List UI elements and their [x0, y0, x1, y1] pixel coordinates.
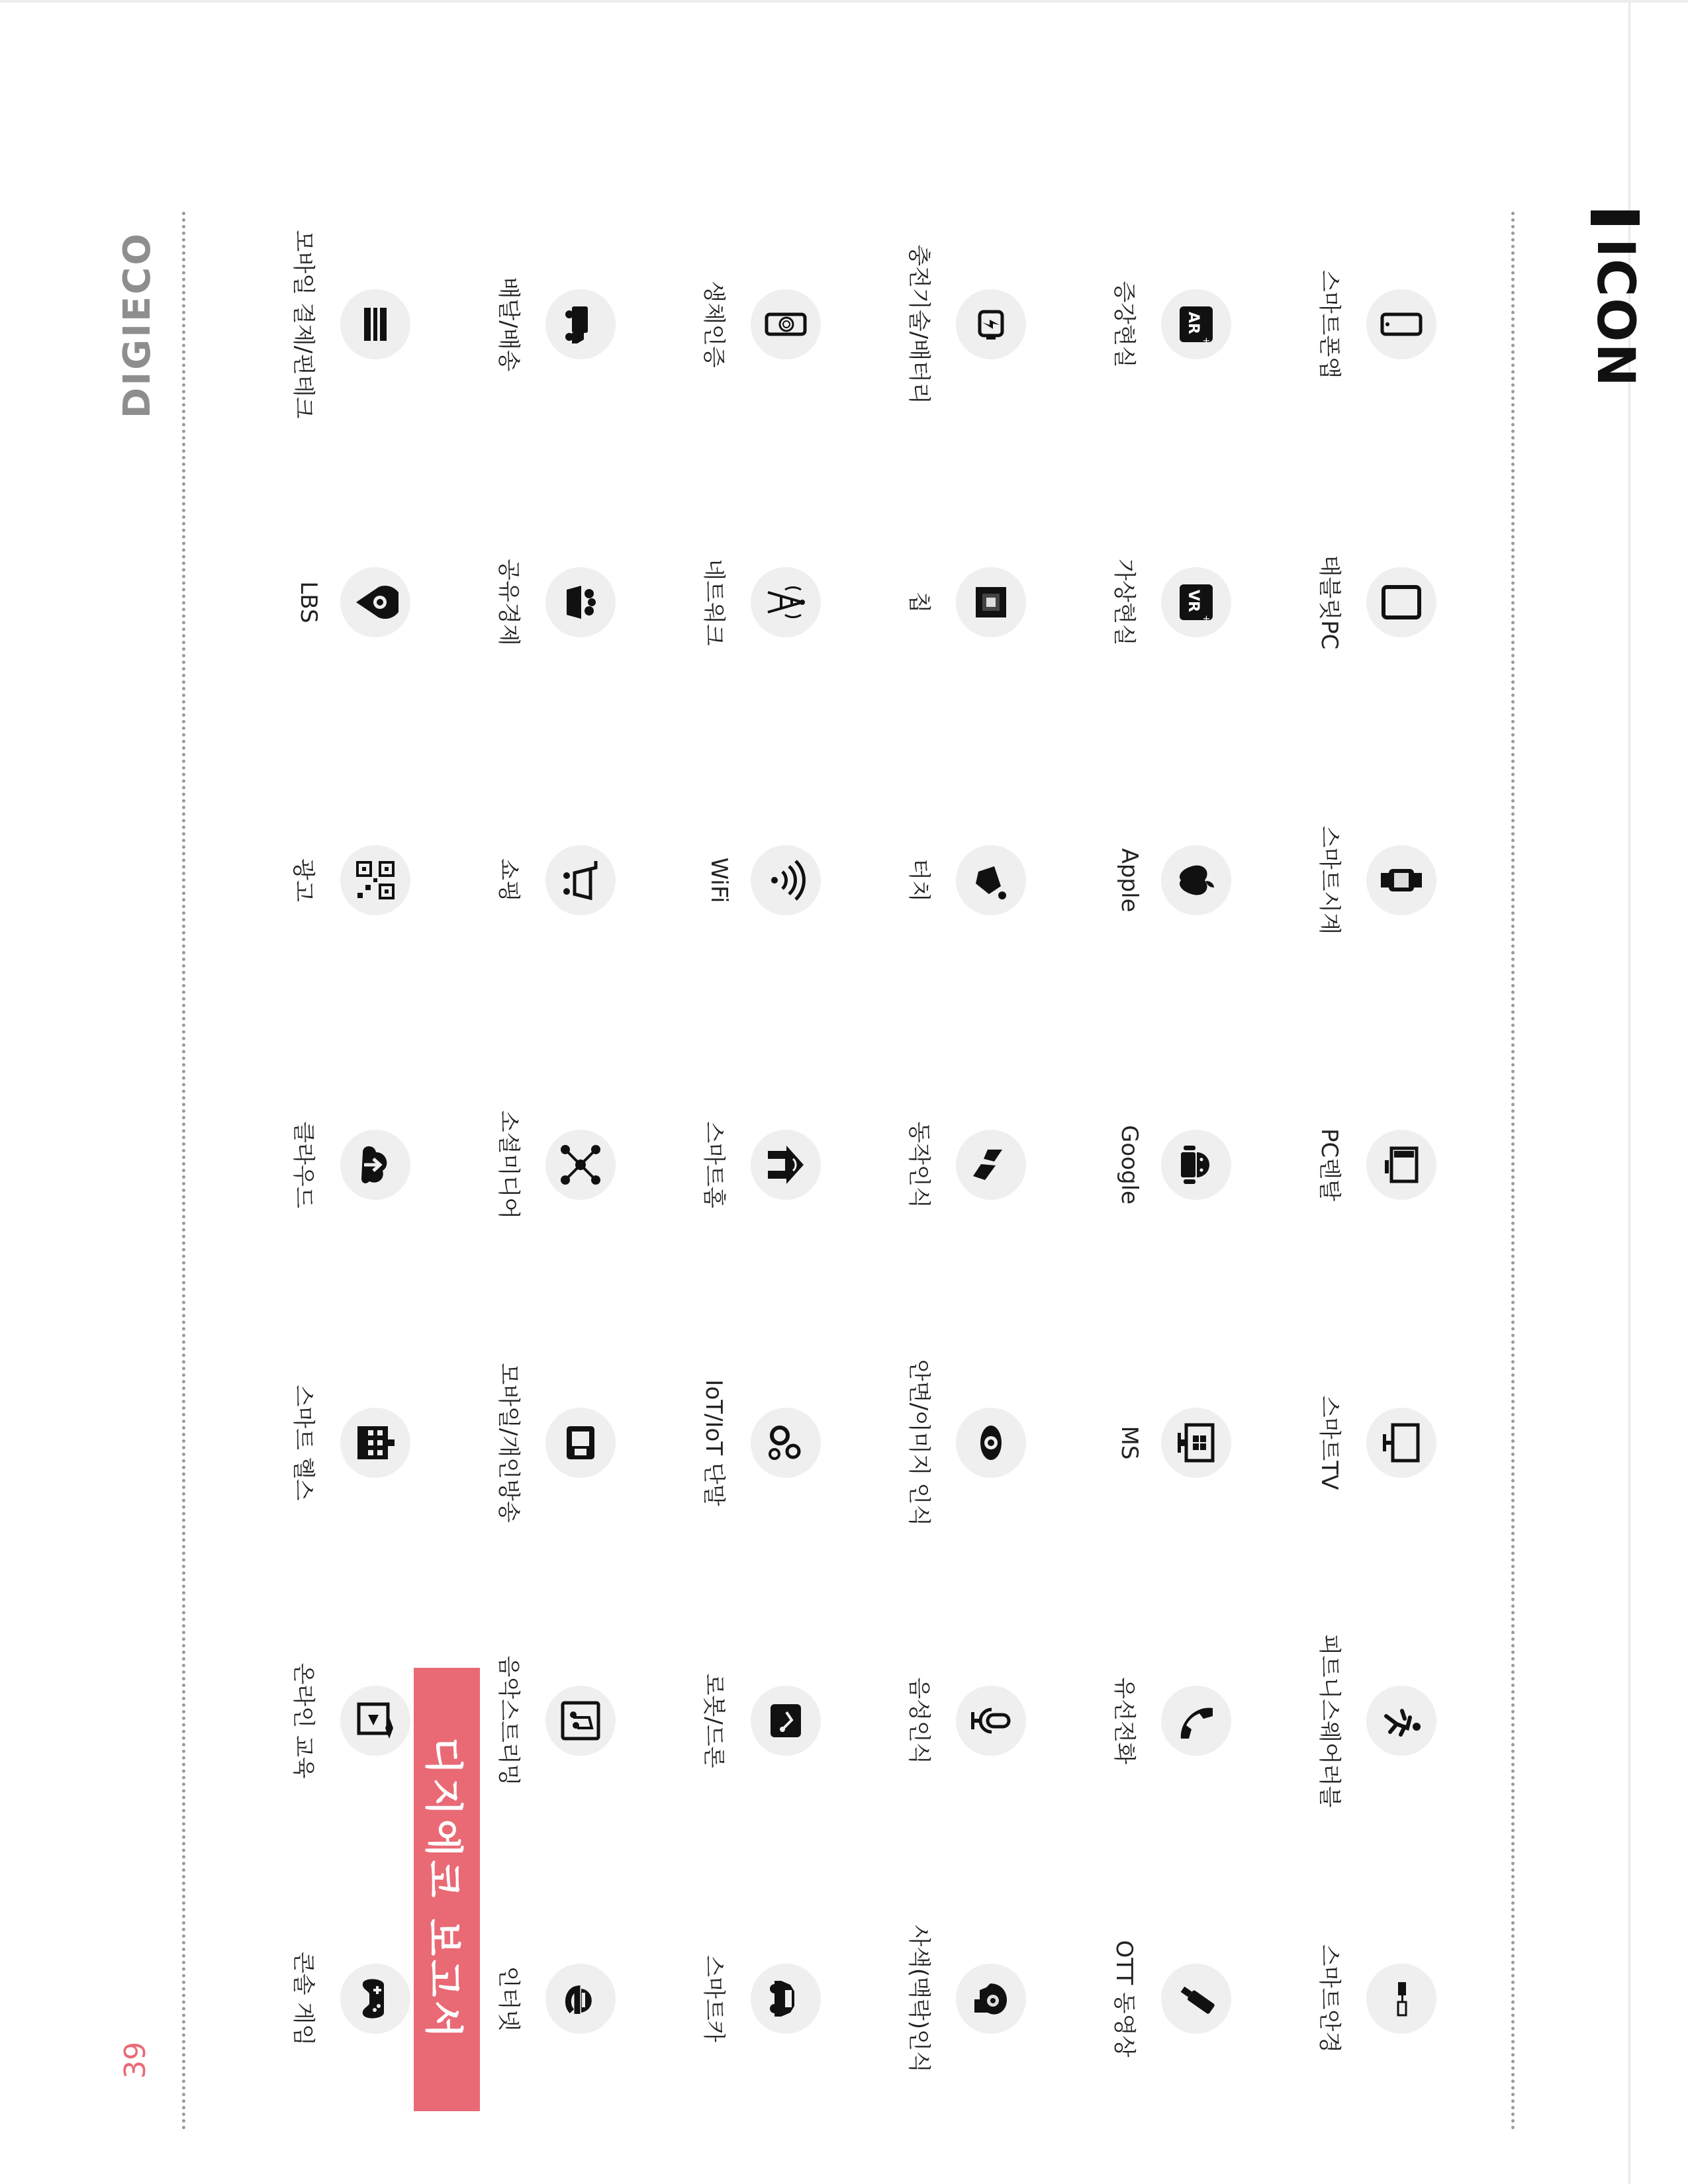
icon-item — [649, 1343, 821, 1542]
icon-circle — [1161, 845, 1231, 915]
gears-icon — [763, 1420, 809, 1466]
smartwatch-icon — [1378, 857, 1425, 903]
icon-item — [649, 1621, 821, 1820]
icon-label: 로봇/드론 — [700, 1673, 727, 1768]
icon-circle — [545, 845, 616, 915]
icon-circle — [1161, 1408, 1231, 1478]
smartphone-icon — [1378, 301, 1425, 347]
usb-stick-icon — [1173, 1976, 1219, 2022]
icon-label: PC렌탈 — [1316, 1128, 1342, 1201]
online-education-icon — [352, 1698, 399, 1744]
fingerprint-phone-icon — [763, 301, 809, 347]
svg-text:VR: VR — [1185, 590, 1201, 612]
icon-label: 태블릿PC — [1316, 555, 1342, 650]
icon-label: 증강현실 — [1111, 281, 1137, 368]
icon-circle — [1366, 1686, 1436, 1756]
icon-item — [854, 1066, 1026, 1264]
footer-logo: DIGIECO — [116, 232, 159, 419]
svg-text:+: + — [1201, 337, 1211, 345]
icon-circle — [545, 1408, 616, 1478]
pc-rental-icon — [1378, 1142, 1425, 1188]
icon-circle — [956, 845, 1026, 915]
ar-icon — [1173, 301, 1219, 347]
icon-label: 스마트폰앱 — [1316, 269, 1342, 379]
icon-label: 클라우드 — [290, 1121, 316, 1208]
icon-label: 쇼핑 — [495, 858, 522, 902]
icon-item — [1059, 503, 1231, 702]
page-number: 39 — [118, 2042, 152, 2079]
icon-circle — [751, 1130, 821, 1200]
icon-label: 충전기술/배터리 — [906, 244, 932, 404]
tablet-icon — [1378, 579, 1425, 625]
icon-circle — [1366, 1130, 1436, 1200]
icon-label: 인터넷 — [495, 1966, 522, 2032]
icon-circle — [751, 845, 821, 915]
icon-label: LBS — [295, 581, 322, 623]
icon-circle — [545, 1686, 616, 1756]
icon-circle — [340, 845, 410, 915]
icon-item — [1059, 1066, 1231, 1264]
cloud-upload-icon — [352, 1142, 399, 1188]
icon-label: 스마트 헬스 — [290, 1385, 316, 1501]
icon-label: IoT/IoT 단말 — [700, 1379, 727, 1506]
icon-circle — [545, 289, 616, 359]
icon-item — [1059, 1621, 1231, 1820]
icon-circle — [1161, 1686, 1231, 1756]
icon-circle — [1161, 1130, 1231, 1200]
brain-gear-icon — [968, 1976, 1014, 2022]
gesture-hands-icon — [968, 1142, 1014, 1188]
icon-circle — [956, 567, 1026, 637]
icon-label: 음성인식 — [906, 1677, 932, 1764]
icon-circle — [545, 1130, 616, 1200]
icon-item — [444, 503, 616, 702]
icon-item — [1059, 1899, 1231, 2098]
microphone-icon — [968, 1698, 1014, 1744]
icon-item — [1264, 503, 1436, 702]
hospital-icon — [352, 1420, 399, 1466]
shopping-cart-icon — [557, 857, 604, 903]
icon-item — [649, 503, 821, 702]
icon-circle — [340, 1408, 410, 1478]
robot-icon — [763, 1698, 809, 1744]
report-banner: 디지에코 보고서 — [414, 1668, 480, 2111]
delivery-icon — [557, 301, 604, 347]
icon-label: 스마트카 — [700, 1955, 727, 2042]
icon-item — [444, 781, 616, 979]
icon-item — [1264, 1899, 1436, 2098]
windows-monitor-icon — [1173, 1420, 1219, 1466]
icon-circle — [340, 1964, 410, 2034]
icon-item — [238, 503, 410, 702]
icon-circle — [751, 567, 821, 637]
icon-label: 모바일 결제/핀테크 — [290, 230, 316, 419]
icon-item — [854, 1343, 1026, 1542]
icon-item — [238, 1066, 410, 1264]
icon-circle — [340, 1686, 410, 1756]
icon-circle — [340, 567, 410, 637]
wifi-icon — [763, 857, 809, 903]
icon-item — [238, 1621, 410, 1820]
icon-circle — [340, 289, 410, 359]
icon-circle — [1161, 567, 1231, 637]
icon-label: 스마트TV — [1316, 1395, 1342, 1490]
icon-item — [1059, 225, 1231, 424]
icon-item — [649, 1899, 821, 2098]
icon-circle — [751, 1408, 821, 1478]
chip-icon — [968, 579, 1014, 625]
icon-label: 안면/이미지 인식 — [906, 1359, 932, 1527]
icon-label: 콘솔 게임 — [290, 1951, 316, 2046]
icon-circle — [1366, 289, 1436, 359]
icon-circle — [751, 1964, 821, 2034]
icon-label: 네트워크 — [700, 559, 727, 646]
touch-hand-icon — [968, 857, 1014, 903]
icon-label: 피트니스웨어러블 — [1316, 1633, 1342, 1808]
icon-circle — [751, 289, 821, 359]
icon-item — [444, 1343, 616, 1542]
icon-label: 칩 — [906, 591, 932, 614]
icon-item — [238, 225, 410, 424]
phone-icon — [1173, 1698, 1219, 1744]
icon-circle — [956, 289, 1026, 359]
icon-item — [854, 503, 1026, 702]
antenna-tower-icon — [763, 579, 809, 625]
icon-item — [854, 225, 1026, 424]
icon-item — [1264, 1343, 1436, 1542]
icon-item — [854, 1621, 1026, 1820]
icon-label: 스마트홈 — [700, 1121, 727, 1208]
icon-label: 가상현실 — [1111, 559, 1137, 646]
icon-item — [1264, 781, 1436, 979]
icon-label: 터치 — [906, 858, 932, 902]
fitness-runner-icon — [1378, 1698, 1425, 1744]
apple-icon — [1173, 857, 1219, 903]
icon-item — [444, 225, 616, 424]
icon-item — [854, 781, 1026, 979]
icon-label: Google — [1116, 1125, 1143, 1205]
smart-home-icon — [763, 1142, 809, 1188]
music-note-icon — [557, 1698, 604, 1744]
icon-circle — [340, 1130, 410, 1200]
eye-icon — [968, 1420, 1014, 1466]
icon-label: 유선전화 — [1111, 1677, 1137, 1764]
car-icon — [763, 1976, 809, 2022]
icon-label: 사색(맥락)인식 — [906, 1925, 932, 2073]
svg-text:AR: AR — [1185, 312, 1201, 334]
icon-item — [1059, 1343, 1231, 1542]
icon-item — [238, 1343, 410, 1542]
icon-item — [238, 1899, 410, 2098]
icon-circle — [1366, 1408, 1436, 1478]
icon-label: 모바일/개인방송 — [495, 1363, 522, 1523]
icon-item — [649, 1066, 821, 1264]
smart-glasses-icon — [1378, 1976, 1425, 2022]
mobile-broadcast-icon — [557, 1420, 604, 1466]
icon-label: 온라인 교육 — [290, 1662, 316, 1779]
location-pin-icon — [352, 579, 399, 625]
battery-icon — [968, 301, 1014, 347]
icon-item — [649, 781, 821, 979]
icon-label: Apple — [1116, 848, 1143, 913]
people-share-icon — [557, 579, 604, 625]
icon-label: 공유경제 — [495, 559, 522, 646]
icon-circle — [1161, 1964, 1231, 2034]
icon-circle — [545, 1964, 616, 2034]
vr-icon — [1173, 579, 1219, 625]
smart-tv-icon — [1378, 1420, 1425, 1466]
icon-label: 생체인증 — [700, 281, 727, 368]
icon-item — [444, 1899, 616, 2098]
icon-label: 배달/배송 — [495, 277, 522, 372]
icon-label: 동작인식 — [906, 1121, 932, 1208]
icon-circle — [956, 1130, 1026, 1200]
icon-label: 스마트안경 — [1316, 1944, 1342, 2054]
icon-circle — [1366, 1964, 1436, 2034]
svg-text:+: + — [1201, 615, 1211, 623]
icon-item — [1264, 225, 1436, 424]
icon-label: MS — [1116, 1426, 1143, 1460]
gamepad-icon — [352, 1976, 399, 2022]
icon-item — [1264, 1621, 1436, 1820]
icon-item — [649, 225, 821, 424]
icon-circle — [1366, 845, 1436, 915]
android-icon — [1173, 1142, 1219, 1188]
icon-item — [1059, 781, 1231, 979]
icon-circle — [751, 1686, 821, 1756]
icon-circle — [1161, 289, 1231, 359]
icon-label: WiFi — [706, 857, 732, 903]
icon-label: 광고 — [290, 858, 316, 902]
icon-circle — [956, 1964, 1026, 2034]
icon-circle — [956, 1408, 1026, 1478]
qr-code-icon — [352, 857, 399, 903]
social-network-icon — [557, 1142, 604, 1188]
icon-label: 음악스트리밍 — [495, 1655, 522, 1786]
icon-label: 소셜미디어 — [495, 1110, 522, 1220]
icon-item — [444, 1066, 616, 1264]
internet-explorer-icon — [557, 1976, 604, 2022]
icon-item — [1264, 1066, 1436, 1264]
icon-circle — [956, 1686, 1026, 1756]
page-title-text: ICON — [1585, 238, 1645, 388]
icon-circle — [545, 567, 616, 637]
icon-item — [238, 781, 410, 979]
card-payment-icon — [352, 301, 399, 347]
icon-label: 스마트시계 — [1316, 825, 1342, 935]
icon-circle — [1366, 567, 1436, 637]
icon-item — [444, 1621, 616, 1820]
icon-item — [854, 1899, 1026, 2098]
icon-label: OTT 동영상 — [1111, 1940, 1137, 2058]
